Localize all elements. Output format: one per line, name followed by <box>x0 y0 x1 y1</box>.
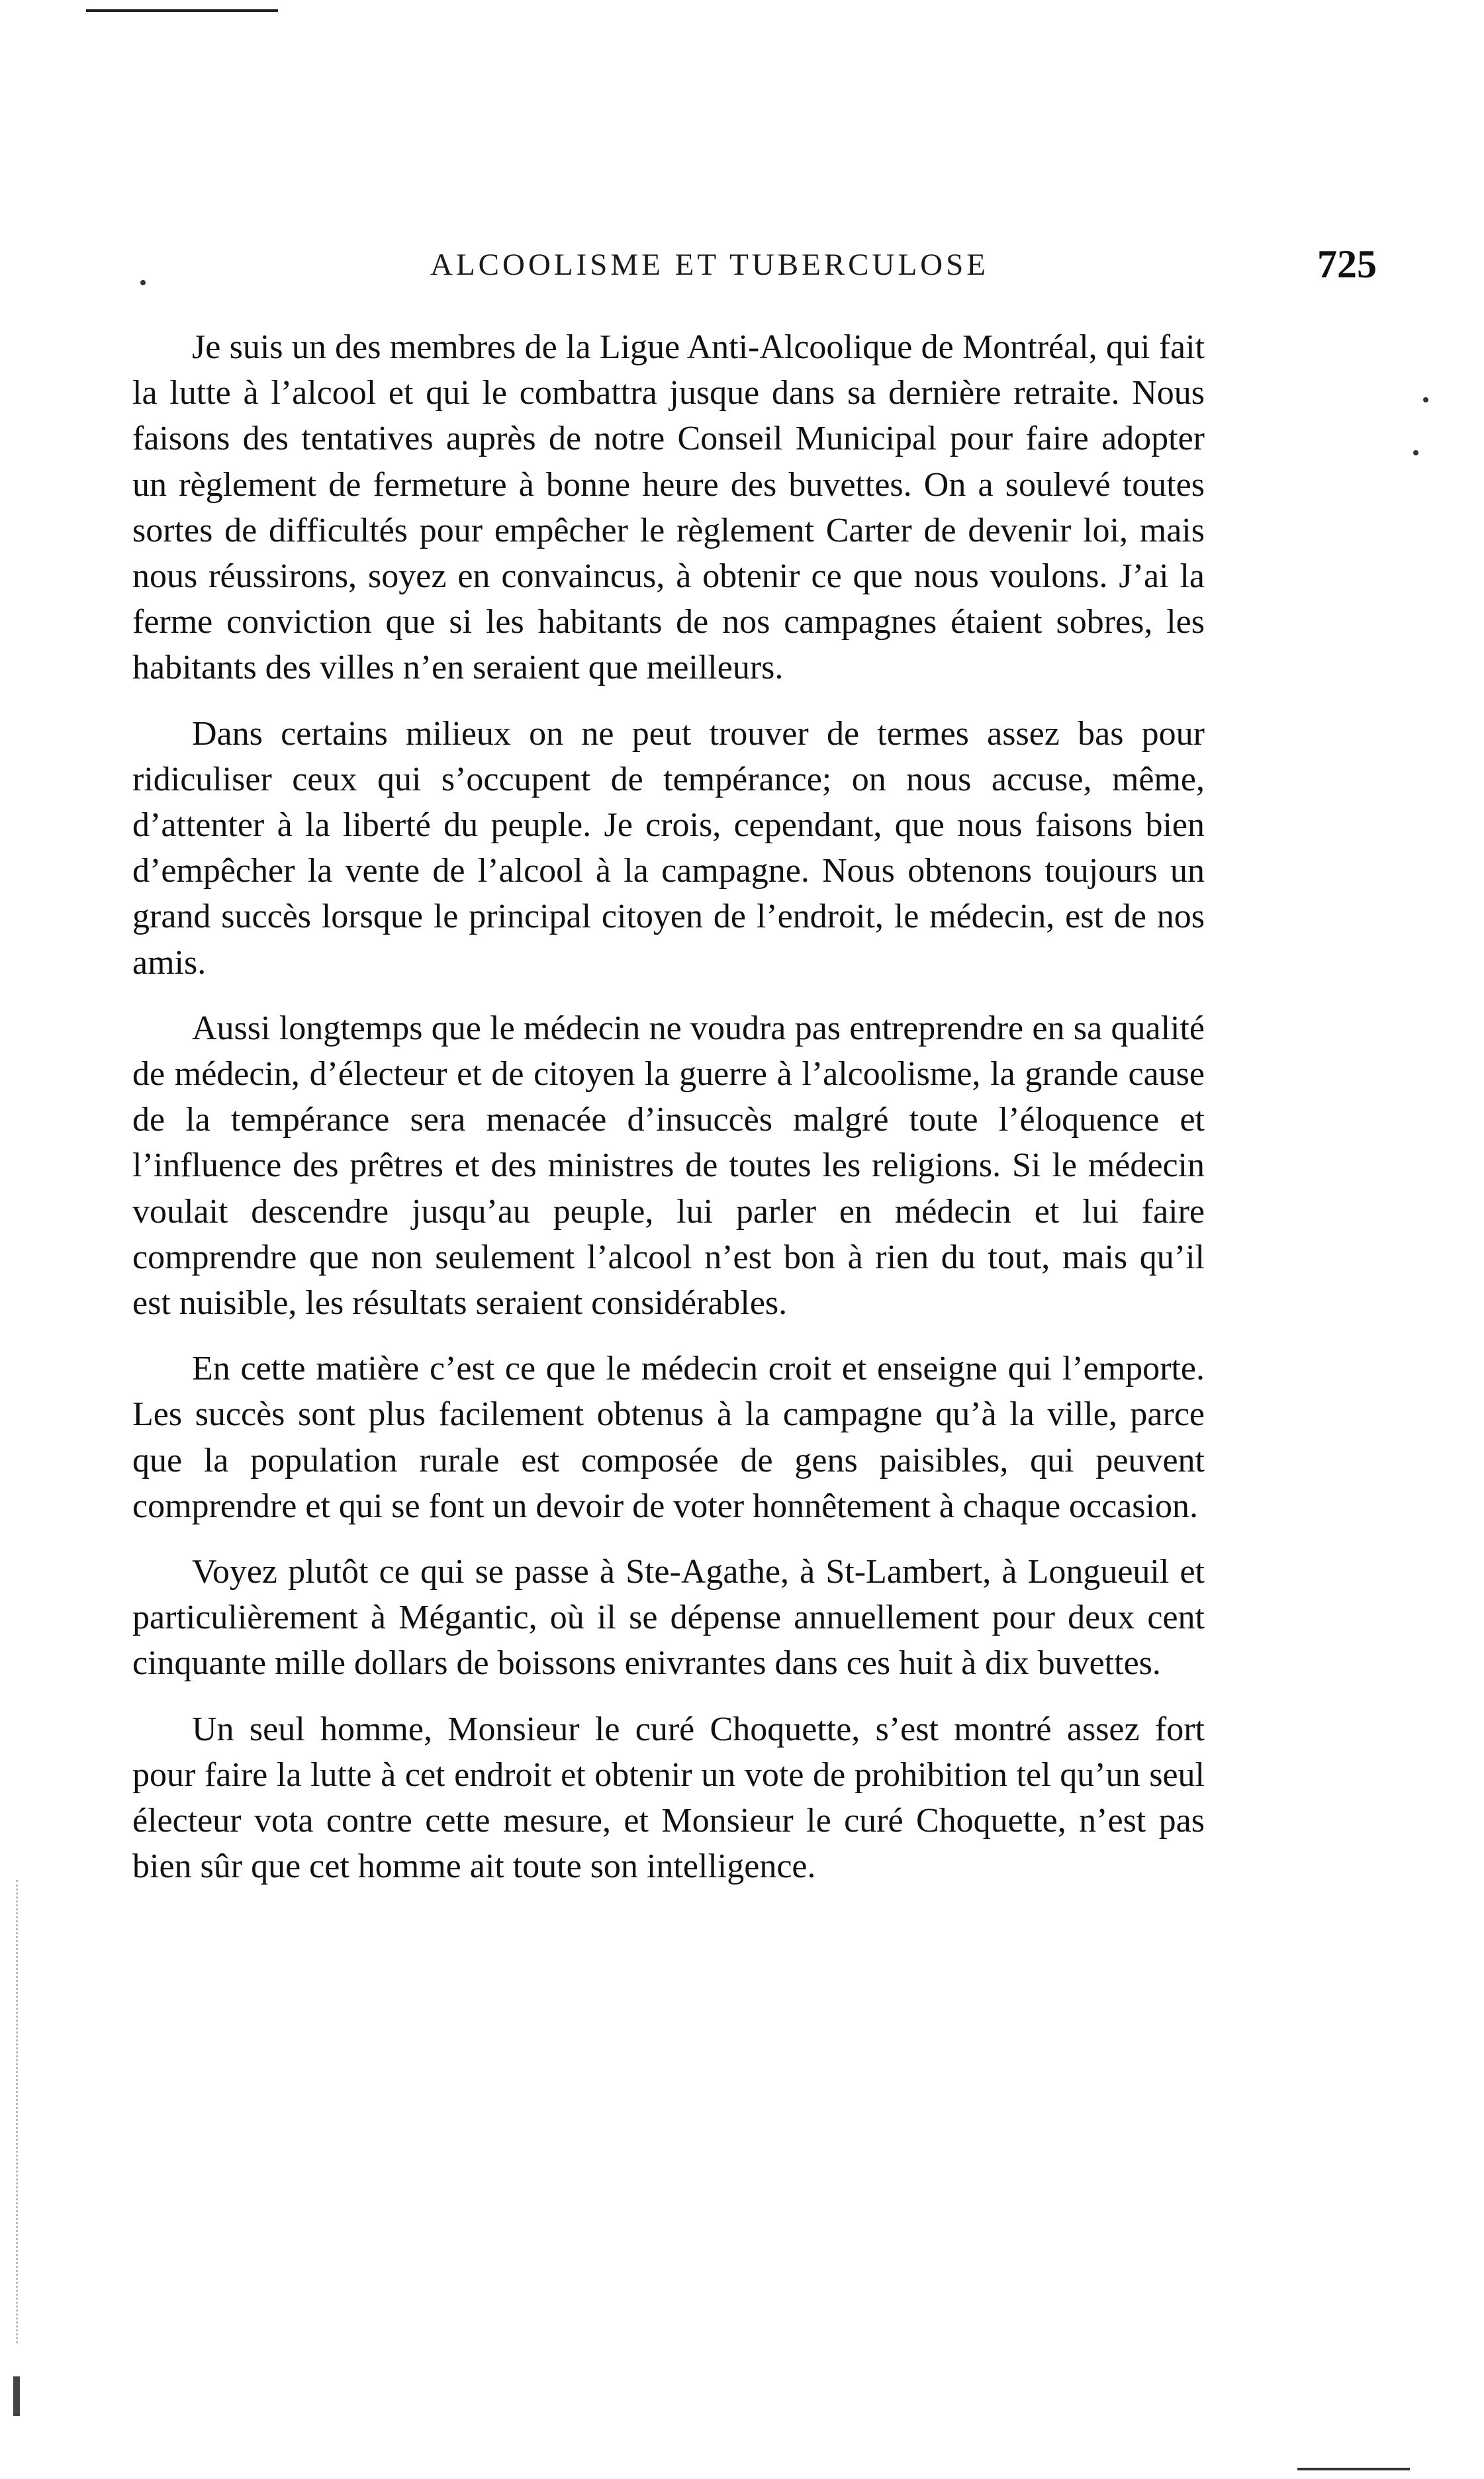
print-speck <box>1423 397 1428 402</box>
paragraph: Dans certains milieux on ne peut trouver de termes assez bas pour ridiculiser ceux qui s’occupent de tempérance; on nous accuse, même, d’attenter à la liberté du peuple. Je crois, cependant, que nous faisons bien d’empêcher la vente de l’alcool à la campagne. Nous obtenons toujours un grand succès lorsque le principal citoyen de l’endroit, le médecin, est de nos amis. <box>132 714 1205 982</box>
paragraph: Je suis un des membres de la Ligue Anti-Alcoolique de Montréal, qui fait la lutte à l’alcool et qui le combattra jusque dans sa dernière retraite. Nous faisons des tentatives auprès de notre Conseil Municipal pour faire adopter un règlement de fermeture à bonne heure des buvettes. On a soulevé toutes sortes de difficultés pour empêcher le règlement Carter de devenir loi, mais nous réussirons, soyez en convaincus, à obtenir ce que nous voulons. J’ai la ferme conviction que si les habitants de nos campagnes étaient sobres, les habitants des villes n’en seraient que meilleurs. <box>132 328 1205 687</box>
margin-mark <box>13 2376 20 2416</box>
print-speck <box>140 280 146 285</box>
bottom-rule <box>1297 2468 1410 2470</box>
paragraph: En cette matière c’est ce que le médecin croit et enseigne qui l’emporte. Les succès sont plus facilement obtenus à la campagne qu’à la ville, parce que la population rurale est composée de gens paisibles, qui peuvent comprendre et qui se font un devoir de voter honnêtement à chaque occasion. <box>132 1350 1205 1525</box>
margin-scan-artifact <box>16 1880 20 2343</box>
page-number: 725 <box>1317 242 1377 286</box>
paragraph: Voyez plutôt ce qui se passe à Ste-Agathe, à St-Lambert, à Longueuil et particulièrement à Mégantic, où il se dépense annuellement pour deux cent cinquante mille dollars de boissons enivrantes dans ces huit à dix buvettes. <box>132 1553 1205 1683</box>
paragraph: Aussi longtemps que le médecin ne voudra pas entreprendre en sa qualité de médecin, d’électeur et de citoyen la guerre à l’alcoolisme, la grande cause de la tempérance sera menacée d’insuccès malgré toute l’éloquence et l’influence des prêtres et des ministres de toutes les religions. Si le médecin voulait descendre jusqu’au peuple, lui parler en médecin et lui faire comprendre que non seulement l’alcool n’est bon à rien du tout, mais qu’il est nuisible, les résultats seraient considérables. <box>132 1009 1205 1323</box>
top-rule <box>86 9 278 12</box>
print-speck <box>1413 450 1418 455</box>
running-title: ALCOOLISME ET TUBERCULOSE <box>430 248 989 282</box>
paragraph: Un seul homme, Monsieur le curé Choquette, s’est montré assez fort pour faire la lutte à cet endroit et obtenir un vote de prohibition tel qu’un seul électeur vota contre cette mesure, et Monsieur le curé Choquette, n’est pas bien sûr que cet homme ait toute son intelligence. <box>132 1710 1205 1886</box>
running-head <box>132 242 1383 288</box>
body-text <box>132 324 1205 1910</box>
